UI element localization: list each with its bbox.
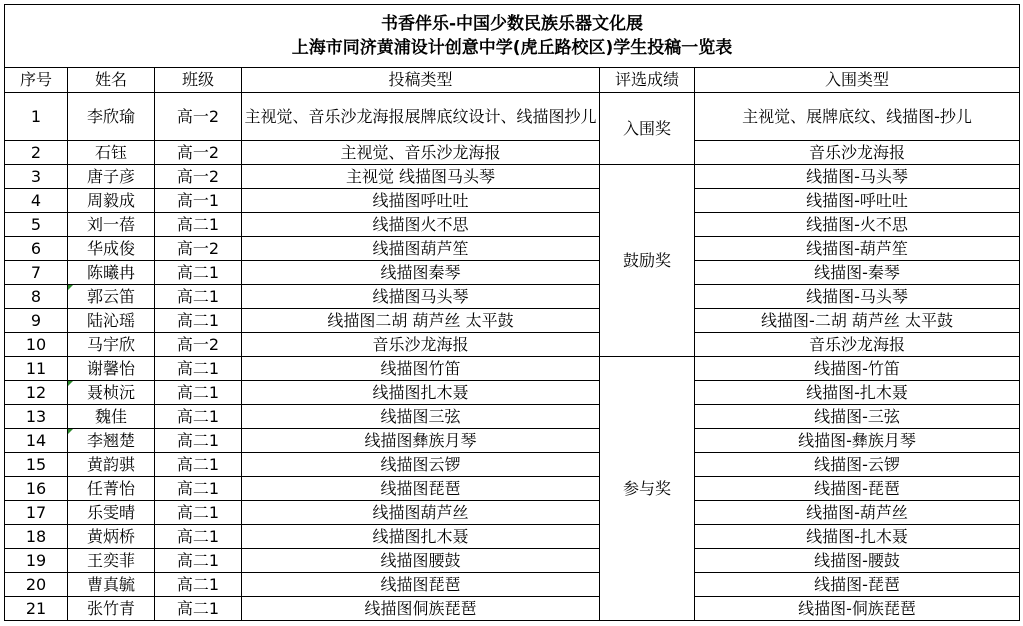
table-row [5,549,1020,573]
row-name: 黄韵骐 [68,453,155,477]
table-row [5,357,1020,381]
table-row [5,333,1020,357]
row-no: 19 [5,549,68,573]
row-name: 李欣瑜 [68,93,155,141]
row-name: 陈曦冉 [68,261,155,285]
row-shortlist: 线描图-琵琶 [695,477,1020,501]
row-name: 张竹青 [68,597,155,621]
row-class: 高二1 [155,381,242,405]
row-type: 线描图秦琴 [242,261,600,285]
row-type: 线描图三弦 [242,405,600,429]
table-row [5,261,1020,285]
row-shortlist: 线描图-葫芦笙 [695,237,1020,261]
header-name: 姓名 [68,68,155,93]
row-shortlist: 线描图-侗族琵琶 [695,597,1020,621]
header-row [5,68,1020,93]
row-no: 8 [5,285,68,309]
row-shortlist: 音乐沙龙海报 [695,333,1020,357]
row-type: 线描图彝族月琴 [242,429,600,453]
row-class: 高二1 [155,549,242,573]
row-no: 15 [5,453,68,477]
row-name: 陆沁瑶 [68,309,155,333]
row-class: 高一2 [155,165,242,189]
row-class: 高二1 [155,573,242,597]
row-no: 3 [5,165,68,189]
submission-table [4,4,1020,621]
row-no: 16 [5,477,68,501]
row-no: 18 [5,525,68,549]
row-shortlist: 线描图-葫芦丝 [695,501,1020,525]
row-name: 唐子彦 [68,165,155,189]
row-class: 高一2 [155,333,242,357]
row-name: 刘一蓓 [68,213,155,237]
row-shortlist: 线描图-马头琴 [695,165,1020,189]
row-shortlist: 线描图-三弦 [695,405,1020,429]
row-type: 线描图二胡 葫芦丝 太平鼓 [242,309,600,333]
row-class: 高二1 [155,477,242,501]
row-name: 黄炳桥 [68,525,155,549]
row-class: 高二1 [155,357,242,381]
table-row [5,165,1020,189]
row-name: 曹真毓 [68,573,155,597]
row-class: 高二1 [155,453,242,477]
row-shortlist: 线描图-竹笛 [695,357,1020,381]
row-no: 21 [5,597,68,621]
row-no: 11 [5,357,68,381]
row-no: 1 [5,93,68,141]
header-shortlist: 入围类型 [695,68,1020,93]
row-name: 郭云笛 [68,285,155,309]
row-no: 13 [5,405,68,429]
row-shortlist: 线描图-琵琶 [695,573,1020,597]
row-name: 石钰 [68,141,155,165]
row-shortlist: 线描图-云锣 [695,453,1020,477]
row-class: 高一2 [155,93,242,141]
table-row [5,573,1020,597]
row-no: 20 [5,573,68,597]
row-no: 2 [5,141,68,165]
table-row [5,477,1020,501]
row-type: 线描图腰鼓 [242,549,600,573]
row-class: 高一2 [155,141,242,165]
table-row [5,213,1020,237]
header-type: 投稿类型 [242,68,600,93]
row-type: 线描图扎木聂 [242,525,600,549]
row-name: 李翘楚 [68,429,155,453]
row-type: 线描图琵琶 [242,477,600,501]
title-line-2: 上海市同济黄浦设计创意中学(虎丘路校区)学生投稿一览表 [291,38,733,58]
row-name: 马宇欣 [68,333,155,357]
row-name: 谢馨怡 [68,357,155,381]
row-type: 主视觉 线描图马头琴 [242,165,600,189]
award-cell: 入围奖 [600,93,695,165]
row-type: 线描图马头琴 [242,285,600,309]
row-type: 线描图葫芦丝 [242,501,600,525]
row-shortlist: 线描图-呼吐吐 [695,189,1020,213]
title-line-1: 书香伴乐-中国少数民族乐器文化展 [380,14,644,34]
row-class: 高一2 [155,237,242,261]
row-type: 线描图竹笛 [242,357,600,381]
row-no: 12 [5,381,68,405]
row-name: 魏佳 [68,405,155,429]
table-row [5,501,1020,525]
row-name: 聂桢沅 [68,381,155,405]
table-row [5,597,1020,621]
row-class: 高二1 [155,429,242,453]
row-shortlist: 线描图-腰鼓 [695,549,1020,573]
row-name: 周毅成 [68,189,155,213]
row-class: 高二1 [155,525,242,549]
row-class: 高二1 [155,309,242,333]
row-type: 线描图琵琶 [242,573,600,597]
table-row [5,429,1020,453]
row-shortlist: 线描图-火不思 [695,213,1020,237]
row-shortlist: 线描图-马头琴 [695,285,1020,309]
table-row [5,93,1020,141]
row-no: 7 [5,261,68,285]
row-type: 主视觉、音乐沙龙海报展牌底纹设计、线描图抄儿 [242,93,600,141]
row-shortlist: 线描图-扎木聂 [695,525,1020,549]
row-shortlist: 线描图-二胡 葫芦丝 太平鼓 [695,309,1020,333]
row-type: 线描图呼吐吐 [242,189,600,213]
row-class: 高二1 [155,501,242,525]
row-class: 高二1 [155,285,242,309]
table-row [5,525,1020,549]
row-type: 线描图云锣 [242,453,600,477]
table-row [5,285,1020,309]
row-type: 线描图葫芦笙 [242,237,600,261]
table-row [5,141,1020,165]
table-row [5,189,1020,213]
header-class: 班级 [155,68,242,93]
table-row [5,237,1020,261]
table-row [5,381,1020,405]
row-type: 音乐沙龙海报 [242,333,600,357]
award-cell: 鼓励奖 [600,165,695,357]
table-row [5,309,1020,333]
table-row [5,405,1020,429]
title-row [5,5,1020,68]
row-no: 9 [5,309,68,333]
row-class: 高二1 [155,597,242,621]
table-row [5,453,1020,477]
row-class: 高二1 [155,261,242,285]
row-name: 任菁怡 [68,477,155,501]
row-no: 4 [5,189,68,213]
row-class: 高一1 [155,189,242,213]
row-shortlist: 线描图-彝族月琴 [695,429,1020,453]
row-name: 华成俊 [68,237,155,261]
row-type: 主视觉、音乐沙龙海报 [242,141,600,165]
header-no: 序号 [5,68,68,93]
row-class: 高二1 [155,405,242,429]
row-type: 线描图侗族琵琶 [242,597,600,621]
row-shortlist: 线描图-秦琴 [695,261,1020,285]
table-title [5,5,1020,68]
row-no: 10 [5,333,68,357]
award-cell: 参与奖 [600,357,695,621]
row-name: 王奕菲 [68,549,155,573]
row-type: 线描图火不思 [242,213,600,237]
row-no: 5 [5,213,68,237]
row-shortlist: 主视觉、展牌底纹、线描图-抄儿 [695,93,1020,141]
row-shortlist: 线描图-扎木聂 [695,381,1020,405]
row-no: 17 [5,501,68,525]
row-no: 14 [5,429,68,453]
row-class: 高二1 [155,213,242,237]
row-type: 线描图扎木聂 [242,381,600,405]
row-name: 乐雯晴 [68,501,155,525]
row-shortlist: 音乐沙龙海报 [695,141,1020,165]
row-no: 6 [5,237,68,261]
header-grade: 评选成绩 [600,68,695,93]
